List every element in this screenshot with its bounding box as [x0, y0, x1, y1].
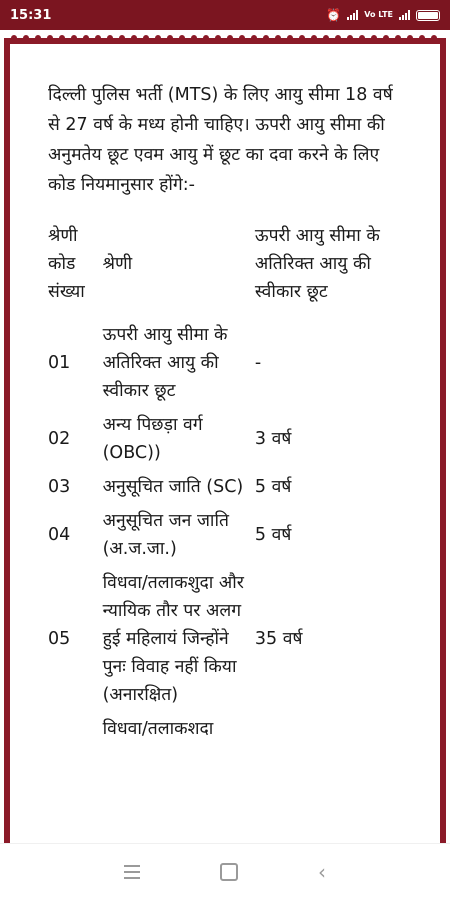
- age-relaxation-table: [48, 222, 398, 746]
- row-code: 02: [48, 429, 71, 449]
- status-bar: [0, 0, 450, 30]
- row-relaxation: [255, 712, 398, 746]
- status-icons: [326, 8, 440, 22]
- signal-icon-2: [399, 10, 410, 20]
- table-row: [48, 566, 398, 712]
- status-time: 15:31: [10, 7, 52, 23]
- decorative-border-left: [4, 44, 10, 844]
- header-code: श्रेणी कोड संख्या: [48, 226, 85, 302]
- row-code: 01: [48, 353, 71, 373]
- row-relaxation: 3 वर्ष: [254, 429, 292, 449]
- alarm-icon: ⏰: [326, 8, 342, 22]
- volte-label: Vo LTE: [364, 10, 393, 19]
- battery-icon: [416, 10, 440, 21]
- header-relaxation: ऊपरी आयु सीमा के अतिरिक्त आयु की स्वीकार छूट: [254, 226, 380, 302]
- row-category: अन्य पिछड़ा वर्ग (OBC)): [102, 415, 203, 463]
- table-row: [48, 318, 398, 408]
- table-row: [48, 504, 398, 566]
- row-category: अनुसूचित जन जाति (अ.ज.जा.): [102, 511, 229, 559]
- article-content: [48, 80, 398, 746]
- row-category: ऊपरी आयु सीमा के अतिरिक्त आयु की स्वीकार छूट: [102, 325, 228, 401]
- row-code: 03: [48, 477, 71, 497]
- back-chevron-icon[interactable]: ‹: [318, 860, 326, 884]
- intro-paragraph: दिल्ली पुलिस भर्ती (MTS) के लिए आयु सीमा 18 वर्ष से 27 वर्ष के मध्य होनी चाहिए। ऊपरी आयु सीमा की अनुमतेय छूट एवम आयु में छूट का दवा करने के लिए कोड नियमानुसार होंगे:-: [48, 85, 393, 195]
- row-relaxation: 5 वर्ष: [254, 477, 292, 497]
- signal-icon: [347, 10, 358, 20]
- row-relaxation: 5 वर्ष: [254, 525, 292, 545]
- decorative-frame-top: [0, 30, 450, 46]
- table-row: [48, 408, 398, 470]
- home-square-icon[interactable]: [220, 863, 238, 881]
- row-relaxation: 35 वर्ष: [254, 629, 303, 649]
- table-header-row: [48, 222, 398, 318]
- table-row: [48, 470, 398, 504]
- row-relaxation: -: [254, 353, 262, 373]
- decorative-border-right: [440, 44, 446, 844]
- row-category: अनुसूचित जाति (SC): [102, 477, 244, 497]
- row-category: विधवा/तलाकशुदा और न्यायिक तौर पर अलग हुई महिलायं जिन्होंने पुनः विवाह नहीं किया (अनारक्षित): [102, 573, 244, 705]
- table-row: [48, 712, 398, 746]
- row-code: 04: [48, 525, 71, 545]
- row-category: विधवा/तलाकशदा: [102, 719, 214, 739]
- row-code: [48, 712, 103, 746]
- menu-icon[interactable]: [124, 865, 140, 879]
- navigation-bar: [0, 843, 450, 900]
- header-category: श्रेणी: [102, 254, 133, 274]
- row-code: 05: [48, 629, 71, 649]
